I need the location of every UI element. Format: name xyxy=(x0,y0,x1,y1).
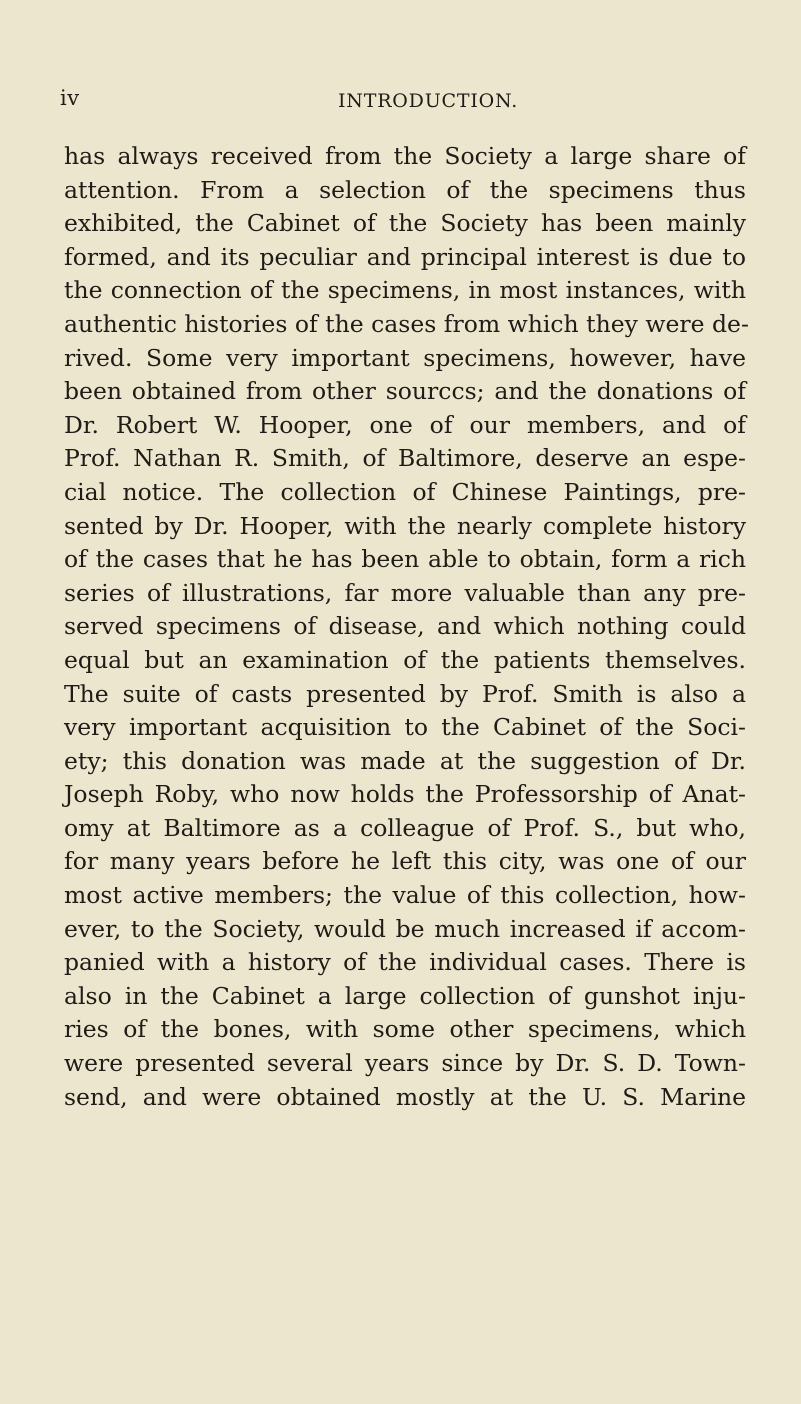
text-line: were presented several years since by Dr. S. D. Town- xyxy=(64,1049,746,1078)
text-line: formed, and its peculiar and principal interest is due to xyxy=(64,242,746,271)
text-line: of the cases that he has been able to obtain, form a rich xyxy=(64,545,746,574)
text-line: for many years before he left this city, was one of our xyxy=(64,847,746,876)
text-line: equal but an examination of the patients themselves. xyxy=(64,645,746,674)
text-line: most active members; the value of this collection, how- xyxy=(64,881,746,910)
text-line: send, and were obtained mostly at the U. S. Marine xyxy=(64,1082,746,1111)
text-line: Prof. Nathan R. Smith, of Baltimore, deserve an espe- xyxy=(64,444,746,473)
text-line: The suite of casts presented by Prof. Smith is also a xyxy=(64,679,746,708)
text-line: ries of the bones, with some other specimens, which xyxy=(64,1015,746,1044)
running-title: INTRODUCTION. xyxy=(338,90,519,112)
text-line: ever, to the Society, would be much increased if accom- xyxy=(64,914,746,943)
text-line: Dr. Robert W. Hooper, one of our members, and of xyxy=(64,410,746,439)
body-paragraph xyxy=(64,140,749,1114)
text-line: ety; this donation was made at the suggestion of Dr. xyxy=(64,746,746,775)
text-line: omy at Baltimore as a colleague of Prof. S., but who, xyxy=(64,813,746,842)
text-line: exhibited, the Cabinet of the Society has been mainly xyxy=(64,209,746,238)
text-line: very important acquisition to the Cabinet of the Soci- xyxy=(64,713,746,742)
text-line: also in the Cabinet a large collection of gunshot inju- xyxy=(64,981,746,1010)
text-line: attention. From a selection of the specimens thus xyxy=(64,175,746,204)
text-line: cial notice. The collection of Chinese Paintings, pre- xyxy=(64,477,746,506)
text-line: rived. Some very important specimens, however, have xyxy=(64,343,746,372)
page-number: iv xyxy=(60,86,80,110)
text-line: panied with a history of the individual cases. There is xyxy=(64,948,746,977)
text-line: Joseph Roby, who now holds the Professorship of Anat- xyxy=(64,780,746,809)
text-line: has always received from the Society a large share of xyxy=(64,142,746,170)
text-line: been obtained from other sourccs; and the donations of xyxy=(64,377,746,406)
text-line: series of illustrations, far more valuable than any pre- xyxy=(64,578,746,607)
text-line: sented by Dr. Hooper, with the nearly complete history xyxy=(64,511,746,540)
text-line: served specimens of disease, and which nothing could xyxy=(64,612,746,641)
text-line: the connection of the specimens, in most instances, with xyxy=(64,276,746,305)
text-line: authentic histories of the cases from which they were de- xyxy=(64,309,749,338)
